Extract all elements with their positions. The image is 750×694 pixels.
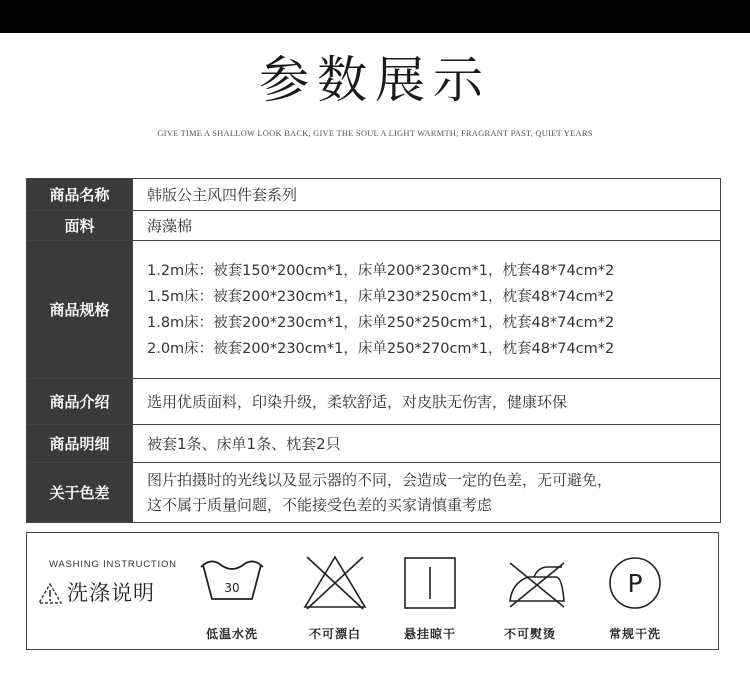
label-name: 商品名称 [27,179,133,211]
dry-clean-icon [607,555,663,615]
row-color [27,463,721,523]
label-detail: 商品明细 [27,425,133,463]
dry-clean-label: 常规干洗 [608,627,661,641]
spec-line: 1.2m床：被套150*200cm*1，床单200*230cm*1，枕套48*74cm*2 [147,262,615,279]
value-name: 韩版公主风四件套系列 [133,179,721,211]
label-spec: 商品规格 [27,241,133,379]
value-spec [133,241,721,379]
row-spec [27,241,721,379]
row-intro [27,379,721,425]
no-bleach-label: 不可漂白 [308,627,361,641]
warning-icon [37,581,63,609]
washing-panel [26,532,719,650]
spec-line: 1.5m床：被套200*230cm*1，床单230*250cm*1，枕套48*74cm*2 [147,288,615,305]
top-bar [0,0,750,33]
color-line: 这不属于质量问题，不能接受色差的买家请慎重考虑 [147,495,493,514]
hang-dry-label: 悬挂晾干 [403,627,456,641]
no-iron-icon [504,555,570,615]
spec-line: 1.8m床：被套200*230cm*1，床单250*250cm*1，枕套48*74cm*2 [147,314,615,331]
label-intro: 商品介绍 [27,379,133,425]
value-detail: 被套1条、床单1条、枕套2只 [133,425,721,463]
page-subtitle: GIVE TIME A SHALLOW LOOK BACK, GIVE THE SOUL A LIGHT WARMTH; FRAGRANT PAST, QUIET YEARS [157,128,593,138]
wash-30-icon [199,555,265,609]
no-bleach-icon [302,555,368,615]
spec-line: 2.0m床：被套200*230cm*1，床单250*270cm*1，枕套48*74cm*2 [147,340,615,357]
value-color [133,463,721,523]
label-fabric: 面料 [27,211,133,241]
params-table [26,178,721,523]
row-name [27,179,721,211]
row-detail [27,425,721,463]
washing-title-en: WASHING INSTRUCTION [49,559,177,570]
no-iron-label: 不可熨烫 [503,627,556,641]
hang-dry-icon [402,555,458,615]
row-fabric [27,211,721,241]
washing-title-cn: 洗涤说明 [67,581,155,605]
value-intro: 选用优质面料，印染升级，柔软舒适，对皮肤无伤害，健康环保 [133,379,721,425]
value-fabric: 海藻棉 [133,211,721,241]
wash-label: 低温水洗 [205,627,258,641]
label-color: 关于色差 [27,463,133,523]
wash-temp: 30 [224,581,240,595]
dry-clean-letter: P [627,569,643,598]
page-title: 参数展示 [259,51,491,109]
color-line: 图片拍摄时的光线以及显示器的不同，会造成一定的色差，无可避免， [147,470,613,489]
